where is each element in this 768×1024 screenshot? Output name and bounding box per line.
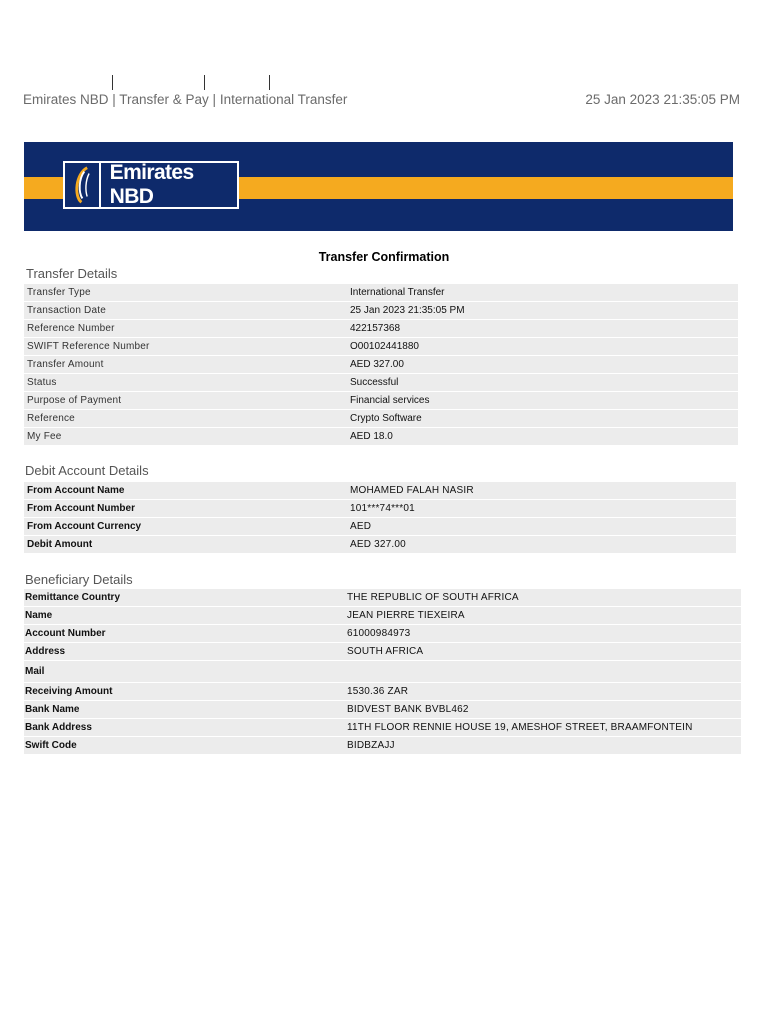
table-row — [24, 392, 738, 410]
page-title: Transfer Confirmation — [318, 250, 450, 264]
table-row — [24, 737, 741, 755]
row-label: Address — [25, 646, 66, 657]
section-title-beneficiary-details: Beneficiary Details — [25, 572, 133, 587]
row-value: 11TH FLOOR RENNIE HOUSE 19, AMESHOF STREET, BRAAMFONTEIN — [347, 722, 693, 733]
row-label: SWIFT Reference Number — [27, 341, 150, 352]
row-value: 1530.36 ZAR — [347, 686, 409, 697]
row-label: Reference Number — [27, 323, 115, 334]
table-row — [24, 374, 738, 392]
logo-mark-icon — [68, 163, 97, 207]
row-label: From Account Name — [27, 485, 125, 496]
row-label: Account Number — [25, 628, 106, 639]
table-row — [24, 356, 738, 374]
table-row — [24, 625, 741, 643]
table-row — [24, 482, 736, 500]
row-label: Debit Amount — [27, 539, 93, 550]
row-value: Crypto Software — [350, 413, 422, 424]
row-label: Bank Name — [25, 704, 80, 715]
row-value: Successful — [350, 377, 399, 388]
table-row — [24, 518, 736, 536]
row-value: 61000984973 — [347, 628, 411, 639]
row-label: Bank Address — [25, 722, 92, 733]
table-row — [24, 284, 738, 302]
row-value: International Transfer — [350, 287, 445, 298]
debit-details-table — [24, 482, 736, 554]
row-label: Transaction Date — [27, 305, 106, 316]
page-header — [23, 92, 740, 108]
row-label: Purpose of Payment — [27, 395, 122, 406]
row-label: From Account Number — [27, 503, 135, 514]
row-value: AED 327.00 — [350, 359, 404, 370]
row-label: Swift Code — [25, 740, 77, 751]
row-value: AED — [350, 521, 372, 532]
table-row — [24, 320, 738, 338]
row-value: BIDBZAJJ — [347, 740, 395, 751]
header-datetime: 25 Jan 2023 21:35:05 PM — [585, 92, 740, 107]
row-value: SOUTH AFRICA — [347, 646, 424, 657]
row-value: BIDVEST BANK BVBL462 — [347, 704, 469, 715]
row-value: THE REPUBLIC OF SOUTH AFRICA — [347, 592, 519, 603]
table-row — [24, 607, 741, 625]
tick-mark — [112, 75, 113, 90]
row-label: Transfer Amount — [27, 359, 104, 370]
table-row — [24, 302, 738, 320]
row-value: 25 Jan 2023 21:35:05 PM — [350, 305, 465, 316]
transfer-details-table — [24, 284, 738, 446]
table-row — [24, 701, 741, 719]
table-row — [24, 338, 738, 356]
table-row — [24, 661, 741, 683]
table-row — [24, 589, 741, 607]
row-label: Mail — [25, 666, 45, 677]
brand-banner — [24, 142, 733, 231]
row-value: JEAN PIERRE TIEXEIRA — [347, 610, 465, 621]
row-label: Transfer Type — [27, 287, 91, 298]
row-label: Name — [25, 610, 53, 621]
row-value: AED 327.00 — [350, 539, 406, 550]
table-row — [24, 500, 736, 518]
row-value: 101***74***01 — [350, 503, 415, 514]
brand-logo — [63, 161, 239, 209]
table-row — [24, 683, 741, 701]
row-label: Reference — [27, 413, 75, 424]
table-row — [24, 428, 738, 446]
section-title-debit-details: Debit Account Details — [25, 463, 149, 478]
table-row — [24, 536, 736, 554]
row-label: From Account Currency — [27, 521, 142, 532]
row-value: 422157368 — [350, 323, 401, 334]
tick-mark — [204, 75, 205, 90]
section-title-transfer-details: Transfer Details — [26, 266, 118, 281]
tick-mark — [269, 75, 270, 90]
brand-name: Emirates NBD — [109, 161, 194, 208]
row-value: O00102441880 — [350, 341, 419, 352]
row-value: MOHAMED FALAH NASIR — [350, 485, 474, 496]
beneficiary-details-table — [24, 589, 741, 755]
row-label: My Fee — [27, 431, 62, 442]
row-label: Remittance Country — [25, 592, 121, 603]
logo-divider — [99, 161, 101, 209]
row-value: Financial services — [350, 395, 430, 406]
table-row — [24, 410, 738, 428]
row-label: Status — [27, 377, 57, 388]
row-label: Receiving Amount — [25, 686, 113, 697]
breadcrumb: Emirates NBD | Transfer & Pay | International Transfer — [23, 92, 348, 107]
row-value: AED 18.0 — [350, 431, 393, 442]
table-row — [24, 719, 741, 737]
table-row — [24, 643, 741, 661]
